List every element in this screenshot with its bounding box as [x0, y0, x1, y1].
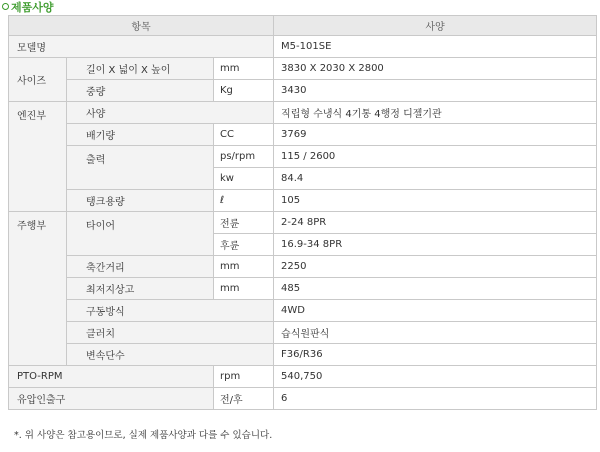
group-label-engine: 엔진부 — [9, 102, 67, 212]
unit-label: rpm — [214, 366, 274, 388]
table-row — [9, 146, 597, 168]
table-row — [9, 366, 597, 388]
group-label-size: 사이즈 — [9, 58, 67, 102]
item-label: 배기량 — [67, 124, 214, 146]
spec-value: M5-101SE — [274, 36, 597, 58]
item-label: 최저지상고 — [67, 278, 214, 300]
item-label: 탱크용량 — [67, 190, 214, 212]
table-row — [9, 388, 597, 410]
table-row — [9, 344, 597, 366]
table-row — [9, 278, 597, 300]
table-row — [9, 300, 597, 322]
row-label-hydraulic: 유압인출구 — [9, 388, 214, 410]
item-label: 구동방식 — [67, 300, 274, 322]
table-row — [9, 58, 597, 80]
unit-label: mm — [214, 256, 274, 278]
spec-value: 4WD — [274, 300, 597, 322]
spec-value: 2-24 8PR — [274, 212, 597, 234]
row-label-pto: PTO-RPM — [9, 366, 214, 388]
unit-label: mm — [214, 58, 274, 80]
header-spec: 사양 — [274, 16, 597, 36]
spec-value: 84.4 — [274, 168, 597, 190]
spec-value: 직립형 수냉식 4기통 4행정 디젤기관 — [274, 102, 597, 124]
unit-label: 후륜 — [214, 234, 274, 256]
table-row — [9, 124, 597, 146]
unit-label: ps/rpm — [214, 146, 274, 168]
item-label: 길이 X 넓이 X 높이 — [67, 58, 214, 80]
item-label: 사양 — [67, 102, 274, 124]
section-title-text: 제품사양 — [11, 1, 54, 14]
spec-value: F36/R36 — [274, 344, 597, 366]
spec-value: 485 — [274, 278, 597, 300]
table-row — [9, 322, 597, 344]
item-label: 중량 — [67, 80, 214, 102]
table-row — [9, 80, 597, 102]
table-row — [9, 36, 597, 58]
circle-bullet-icon — [2, 3, 9, 10]
table-header-row — [9, 16, 597, 36]
item-label: 타이어 — [67, 212, 214, 256]
unit-label: 전륜 — [214, 212, 274, 234]
footnote: *. 위 사양은 참고용이므로, 실제 제품사양과 다를 수 있습니다. — [14, 430, 273, 441]
spec-value: 105 — [274, 190, 597, 212]
unit-label: ℓ — [214, 190, 274, 212]
unit-label: Kg — [214, 80, 274, 102]
table-row — [9, 256, 597, 278]
spec-table — [8, 15, 597, 410]
unit-label: mm — [214, 278, 274, 300]
spec-value: 3769 — [274, 124, 597, 146]
row-label-model: 모델명 — [9, 36, 274, 58]
unit-label: CC — [214, 124, 274, 146]
group-label-chassis: 주행부 — [9, 212, 67, 366]
item-label: 클러치 — [67, 322, 274, 344]
spec-value: 3430 — [274, 80, 597, 102]
spec-value: 540,750 — [274, 366, 597, 388]
spec-value: 습식원판식 — [274, 322, 597, 344]
spec-value: 16.9-34 8PR — [274, 234, 597, 256]
item-label: 축간거리 — [67, 256, 214, 278]
section-title — [2, 2, 54, 14]
header-item: 항목 — [9, 16, 274, 36]
unit-label: kw — [214, 168, 274, 190]
unit-label: 전/후 — [214, 388, 274, 410]
spec-value: 6 — [274, 388, 597, 410]
spec-value: 3830 X 2030 X 2800 — [274, 58, 597, 80]
table-row — [9, 190, 597, 212]
item-label: 변속단수 — [67, 344, 274, 366]
item-label: 출력 — [67, 146, 214, 190]
spec-value: 115 / 2600 — [274, 146, 597, 168]
table-row — [9, 102, 597, 124]
table-row — [9, 212, 597, 234]
spec-value: 2250 — [274, 256, 597, 278]
